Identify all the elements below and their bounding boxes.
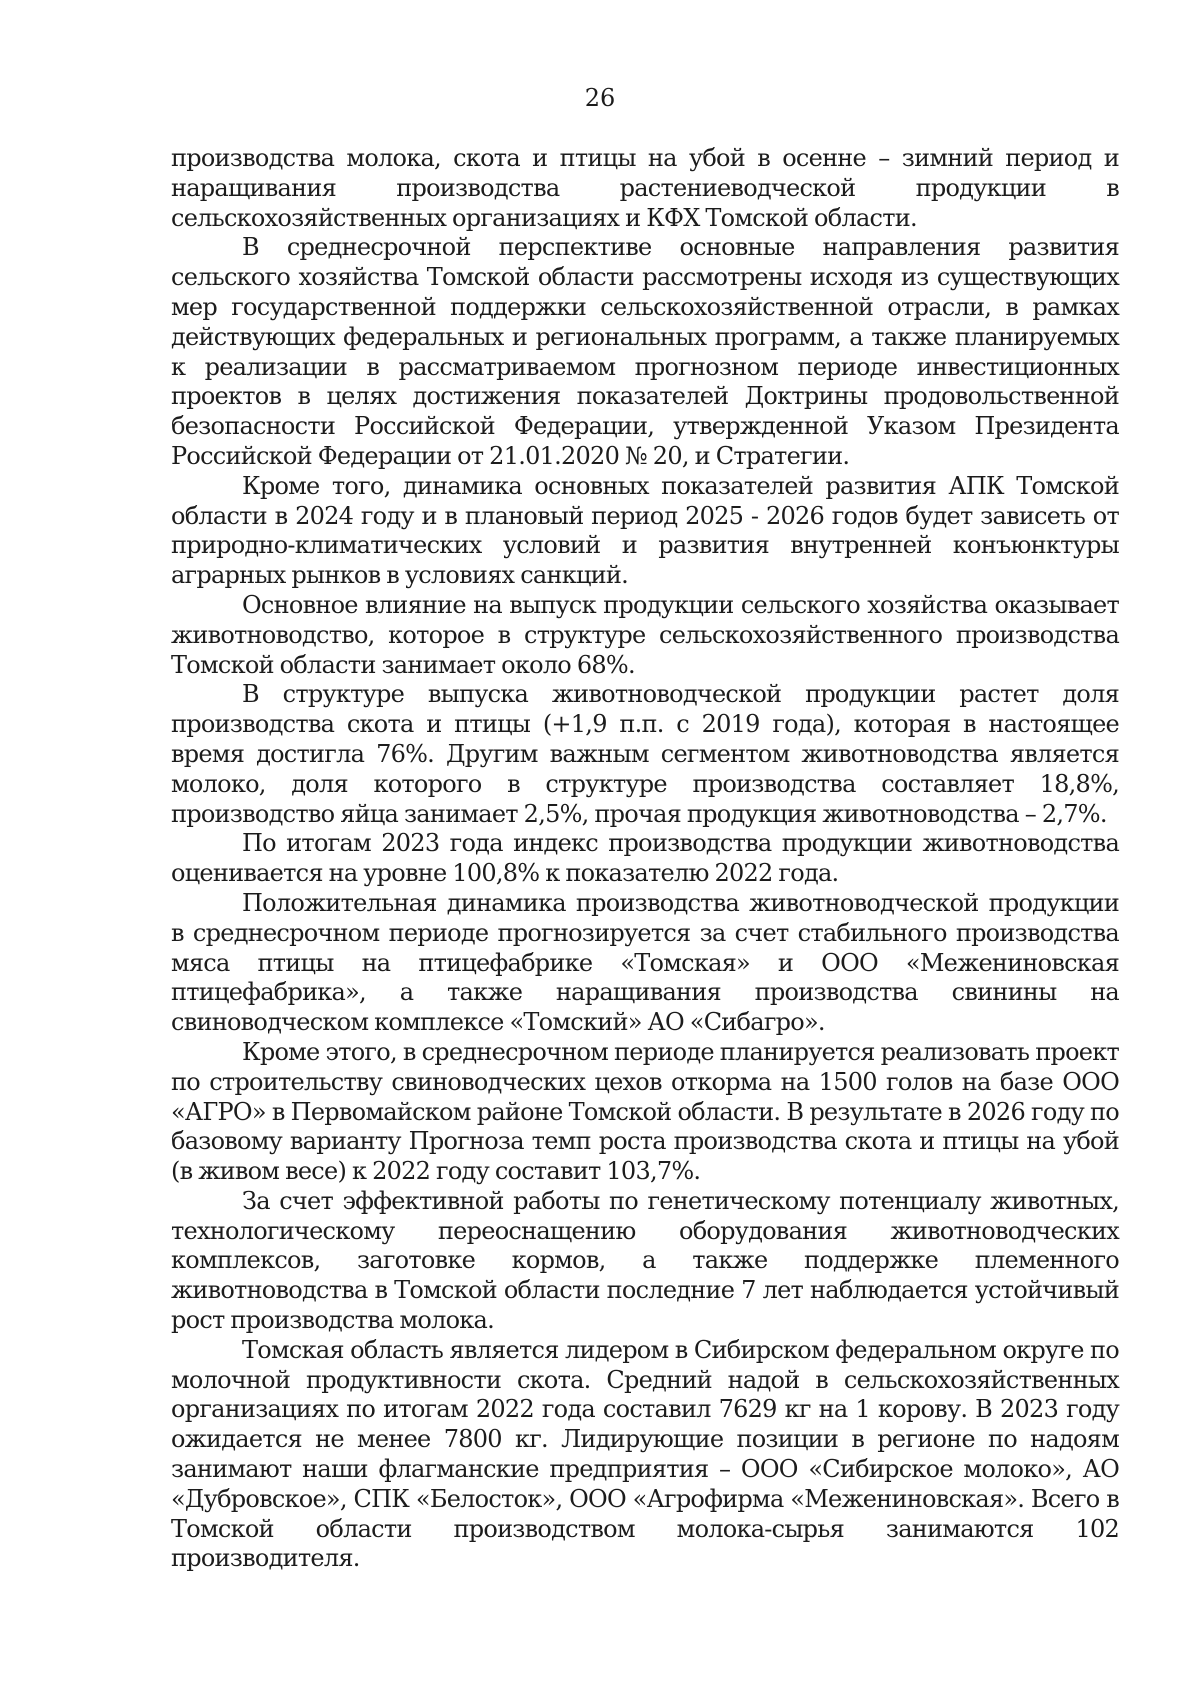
paragraph: По итогам 2023 года индекс производства продукции животноводства оценивается на уровне 100,8% к показателю 2022 года. [171, 829, 1119, 888]
paragraph: Положительная динамика производства животноводческой продукции в среднесрочном периоде прогнозируется за счет стабильного производства мяса птицы на птицефабрике «Томская» и ООО «Межениновская птицефабрика», а также наращивания производства свинины на свиноводческом комплексе «Томский» АО «Сибагро». [171, 888, 1119, 1037]
page-number: 26 [584, 84, 616, 112]
paragraph: производства молока, скота и птицы на убой в осенне – зимний период и наращивания производства растениеводческой продукции в сельскохозяйственных организациях и КФХ Томской области. [171, 144, 1119, 232]
paragraph: За счет эффективной работы по генетическому потенциалу животных, технологическому переоснащению оборудования животноводческих комплексов, заготовке кормов, а также поддержке племенного животноводства в Томской области последние 7 лет наблюдается устойчивый рост производства молока. [171, 1186, 1119, 1335]
document-body [171, 144, 1119, 1574]
paragraph: Кроме того, динамика основных показателей развития АПК Томской области в 2024 году и в плановый период 2025 - 2026 годов будет зависеть от природно-климатических условий и развития внутренней конъюнктуры аграрных рынков в условиях санкций. [171, 471, 1119, 590]
paragraph: В структуре выпуска животноводческой продукции растет доля производства скота и птицы (+1,9 п.п. с 2019 года), которая в настоящее время достигла 76%. Другим важным сегментом животноводства является молоко, доля которого в структуре производства составляет 18,8%, производство яйца занимает 2,5%, прочая продукция животноводства – 2,7%. [171, 680, 1119, 828]
paragraph: В среднесрочной перспективе основные направления развития сельского хозяйства Томской области рассмотрены исходя из существующих мер государственной поддержки сельскохозяйственной отрасли, в рамках действующих федеральных и региональных программ, а также планируемых к реализации в рассматриваемом прогнозном периоде инвестиционных проектов в целях достижения показателей Доктрины продовольственной безопасности Российской Федерации, утвержденной Указом Президента Российской Федерации от 21.01.2020 № 20, и Стратегии. [171, 233, 1119, 470]
paragraph: Томская область является лидером в Сибирском федеральном округе по молочной продуктивности скота. Средний надой в сельскохозяйственных организациях по итогам 2022 года составил 7629 кг на 1 корову. В 2023 году ожидается не менее 7800 кг. Лидирующие позиции в регионе по надоям занимают наши флагманские предприятия – ООО «Сибирское молоко», АО «Дубровское», СПК «Белосток», ООО «Агрофирма «Межениновская». Всего в Томской области производством молока-сырья занимаются 102 производителя. [171, 1335, 1119, 1573]
paragraph: Кроме этого, в среднесрочном периоде планируется реализовать проект по строительству свиноводческих цехов откорма на 1500 голов на базе ООО «АГРО» в Первомайском районе Томской области. В результате в 2026 году по базовому варианту Прогноза темп роста производства скота и птицы на убой (в живом весе) к 2022 году составит 103,7%. [171, 1037, 1119, 1186]
paragraph: Основное влияние на выпуск продукции сельского хозяйства оказывает животноводство, которое в структуре сельскохозяйственного производства Томской области занимает около 68%. [171, 590, 1119, 679]
